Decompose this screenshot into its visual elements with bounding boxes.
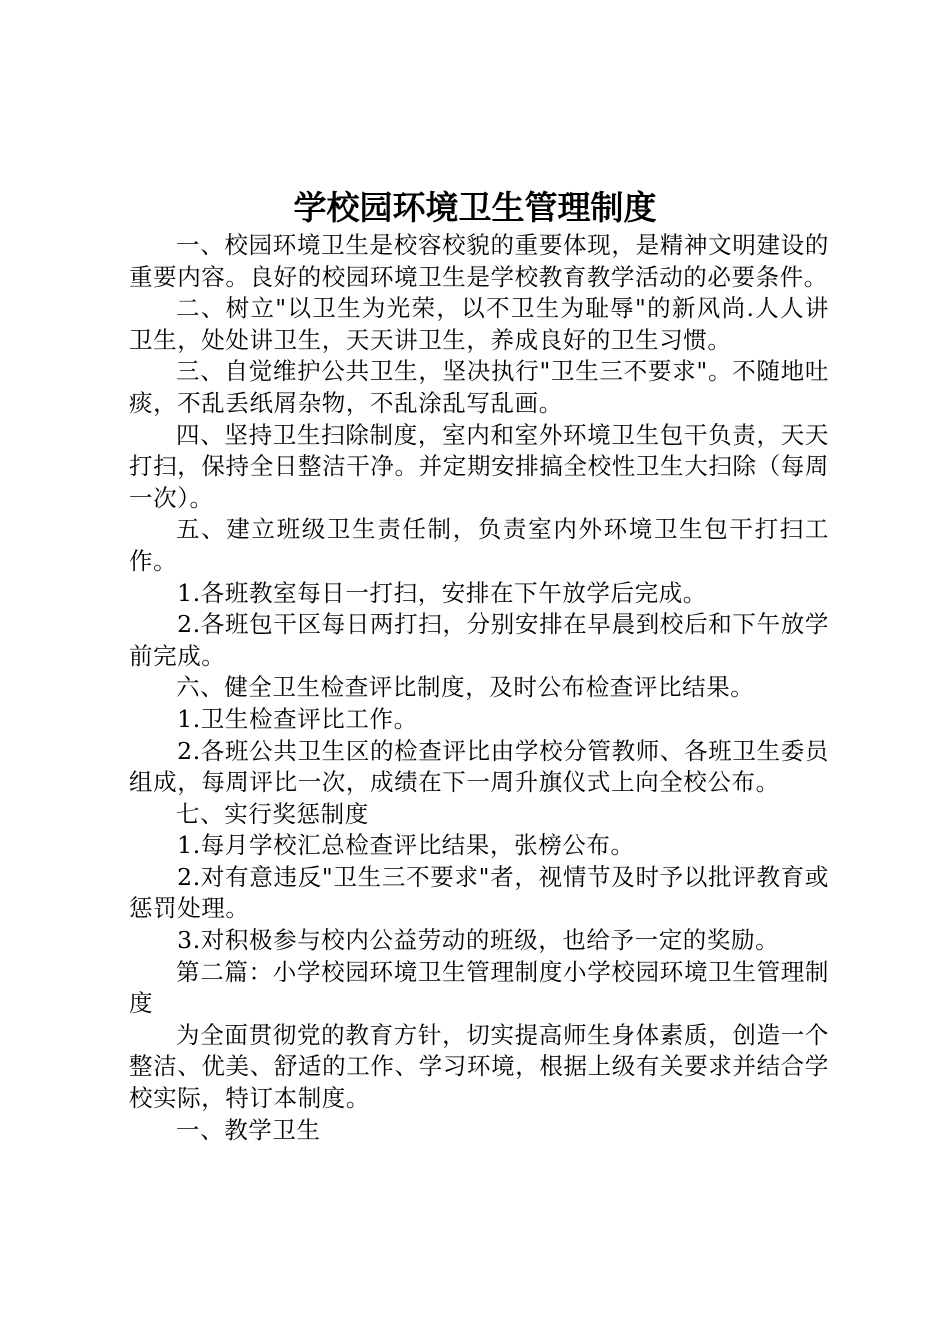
- paragraph-teaching-hygiene: 一、教学卫生: [176, 1115, 321, 1144]
- paragraph-3: 三、自觉维护公共卫生，坚决执行"卫生三不要求"。不随地吐痰，不乱丢纸屑杂物，不乱涂乱写乱画。: [129, 357, 829, 417]
- list-item-7-1: 1.每月学校汇总检查评比结果，张榜公布。: [177, 831, 635, 860]
- paragraph-4: 四、坚持卫生扫除制度，室内和室外环境卫生包干负责，天天打扫，保持全日整洁干净。并定期安排搞全校性卫生大扫除（每周一次）。: [129, 420, 829, 512]
- list-item-7-2: 2.对有意违反"卫生三不要求"者，视情节及时予以批评教育或惩罚处理。: [129, 862, 829, 923]
- paragraph-5: 五、建立班级卫生责任制，负责室内外环境卫生包干打扫工作。: [129, 515, 829, 575]
- paragraph-2: 二、树立"以卫生为光荣，以不卫生为耻辱"的新风尚.人人讲卫生，处处讲卫生，天天讲卫生，养成良好的卫生习惯。: [129, 294, 829, 354]
- list-item-5-2: 2.各班包干区每日两打扫，分别安排在早晨到校后和下午放学前完成。: [129, 610, 829, 670]
- list-item-7-3: 3.对积极参与校内公益劳动的班级，也给予一定的奖励。: [177, 926, 780, 955]
- section-heading-part-two: 第二篇：小学校园环境卫生管理制度小学校园环境卫生管理制度: [129, 957, 829, 1018]
- list-item-6-1: 1.卫生检查评比工作。: [177, 704, 418, 733]
- paragraph-7: 七、实行奖惩制度: [176, 799, 369, 828]
- document-body: [129, 230, 829, 1146]
- paragraph-1: 一、校园环境卫生是校容校貌的重要体现，是精神文明建设的重要内容。良好的校园环境卫生是学校教育教学活动的必要条件。: [129, 231, 829, 291]
- paragraph-intro: 为全面贯彻党的教育方针，切实提高师生身体素质，创造一个整洁、优美、舒适的工作、学习环境，根据上级有关要求并结合学校实际，特订本制度。: [129, 1020, 829, 1113]
- list-item-5-1: 1.各班教室每日一打扫，安排在下午放学后完成。: [177, 578, 707, 607]
- paragraph-6: 六、健全卫生检查评比制度，及时公布检查评比结果。: [176, 673, 755, 702]
- document-title: 学校园环境卫生管理制度: [293, 188, 657, 227]
- list-item-6-2: 2.各班公共卫生区的检查评比由学校分管教师、各班卫生委员组成，每周评比一次，成绩在下一周升旗仪式上向全校公布。: [129, 736, 829, 797]
